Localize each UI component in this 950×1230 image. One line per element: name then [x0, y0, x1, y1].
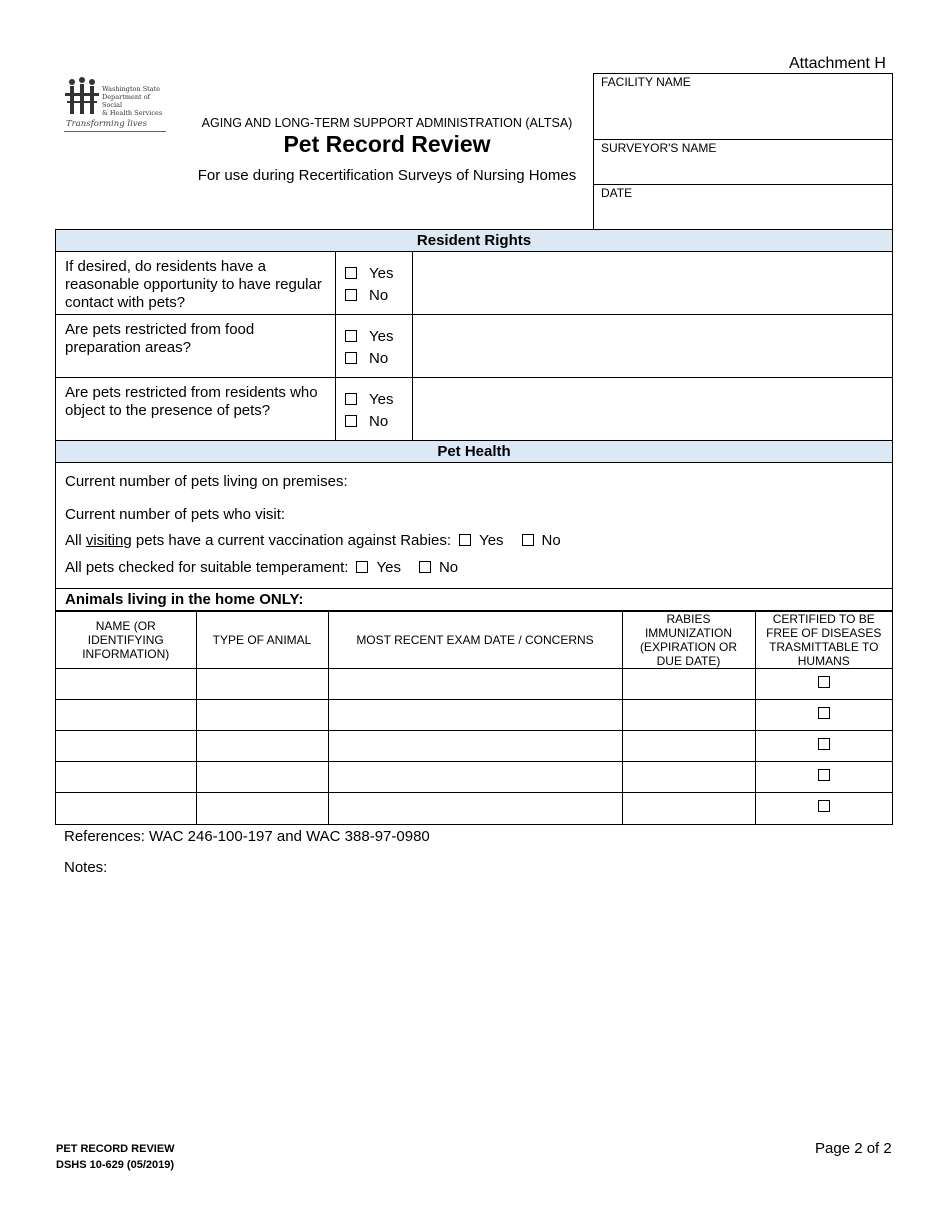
no-checkbox[interactable]	[345, 289, 357, 301]
type-cell[interactable]	[196, 762, 328, 793]
logo-tagline: Transforming lives	[66, 119, 147, 129]
certified-cell	[755, 731, 892, 762]
table-row	[56, 669, 892, 700]
question-options	[336, 252, 413, 314]
facility-name-label: FACILITY NAME	[601, 75, 691, 89]
no-label: No	[438, 559, 459, 576]
certified-checkbox[interactable]	[818, 769, 830, 781]
resident-rights-heading: Resident Rights	[56, 230, 892, 252]
no-checkbox[interactable]	[345, 352, 357, 364]
review-table	[55, 229, 893, 825]
pets-visit-text: Current number of pets who visit:	[65, 506, 286, 523]
references-text: References: WAC 246-100-197 and WAC 388-97-0980	[64, 828, 430, 845]
question-options	[336, 378, 413, 440]
name-cell[interactable]	[56, 731, 196, 762]
table-row	[56, 762, 892, 793]
question-row	[56, 315, 892, 378]
yes-label: Yes	[479, 532, 504, 549]
surveyor-name-field[interactable]	[594, 140, 892, 185]
rabies-yes-checkbox[interactable]	[459, 534, 471, 546]
rabies-cell[interactable]	[622, 700, 755, 731]
question-row	[56, 252, 892, 315]
certified-cell	[755, 669, 892, 700]
rabies-cell[interactable]	[622, 762, 755, 793]
question-notes-field[interactable]	[413, 378, 892, 440]
question-text: Are pets restricted from food preparation areas?	[56, 315, 336, 377]
surveyor-name-label: SURVEYOR'S NAME	[601, 141, 717, 155]
yes-label: Yes	[369, 390, 394, 408]
animals-heading: Animals living in the home ONLY:	[56, 589, 892, 611]
exam-cell[interactable]	[328, 793, 622, 824]
question-text: Are pets restricted from residents who object to the presence of pets?	[56, 378, 336, 440]
name-cell[interactable]	[56, 762, 196, 793]
page-title: Pet Record Review	[283, 131, 491, 157]
facility-info-box	[593, 73, 893, 230]
yes-label: Yes	[376, 559, 401, 576]
rabies-no-checkbox[interactable]	[522, 534, 534, 546]
name-cell[interactable]	[56, 669, 196, 700]
pet-health-section	[56, 463, 892, 589]
yes-checkbox[interactable]	[345, 267, 357, 279]
yes-label: Yes	[369, 264, 394, 282]
column-header: CERTIFIED TO BE FREE OF DISEASES TRASMITTABLE TO HUMANS	[755, 612, 892, 669]
page-subtitle: For use during Recertification Surveys of Nursing Homes	[197, 167, 577, 184]
footer-form-number: DSHS 10-629 (05/2019)	[56, 1159, 175, 1171]
date-field[interactable]	[594, 185, 892, 229]
yes-checkbox[interactable]	[345, 393, 357, 405]
exam-cell[interactable]	[328, 762, 622, 793]
dshs-logo-icon	[64, 77, 100, 117]
question-notes-field[interactable]	[413, 252, 892, 314]
type-cell[interactable]	[196, 731, 328, 762]
no-label: No	[369, 286, 389, 304]
certified-cell	[755, 700, 892, 731]
column-header: MOST RECENT EXAM DATE / CONCERNS	[328, 612, 622, 669]
temperament-yes-checkbox[interactable]	[356, 561, 368, 573]
logo-org-text: Washington State Department of Social & Health Services	[102, 85, 163, 117]
no-label: No	[369, 412, 389, 430]
certified-checkbox[interactable]	[818, 800, 830, 812]
type-cell[interactable]	[196, 700, 328, 731]
column-header: RABIES IMMUNIZATION (EXPIRATION OR DUE DATE)	[622, 612, 755, 669]
certified-checkbox[interactable]	[818, 676, 830, 688]
question-options	[336, 315, 413, 377]
rabies-cell[interactable]	[622, 669, 755, 700]
dshs-logo	[64, 77, 168, 135]
table-header-row	[56, 612, 892, 669]
question-row	[56, 378, 892, 441]
temperament-no-checkbox[interactable]	[419, 561, 431, 573]
column-header: NAME (OR IDENTIFYING INFORMATION)	[56, 612, 196, 669]
page-number: Page 2 of 2	[815, 1140, 892, 1157]
type-cell[interactable]	[196, 669, 328, 700]
certified-cell	[755, 793, 892, 824]
certified-checkbox[interactable]	[818, 707, 830, 719]
pets-living-text: Current number of pets living on premises:	[65, 473, 348, 490]
attachment-label: Attachment H	[789, 55, 886, 72]
exam-cell[interactable]	[328, 731, 622, 762]
date-label: DATE	[601, 186, 633, 200]
exam-cell[interactable]	[328, 669, 622, 700]
yes-label: Yes	[369, 327, 394, 345]
footer-form-title: PET RECORD REVIEW	[56, 1143, 175, 1155]
no-checkbox[interactable]	[345, 415, 357, 427]
pet-health-heading: Pet Health	[56, 441, 892, 463]
rabies-cell[interactable]	[622, 731, 755, 762]
question-text: If desired, do residents have a reasonable opportunity to have regular contact with pets?	[56, 252, 336, 314]
certified-cell	[755, 762, 892, 793]
table-row	[56, 700, 892, 731]
table-row	[56, 793, 892, 824]
yes-checkbox[interactable]	[345, 330, 357, 342]
question-notes-field[interactable]	[413, 315, 892, 377]
exam-cell[interactable]	[328, 700, 622, 731]
temperament-line: All pets checked for suitable temperament: Yes No	[65, 559, 459, 576]
certified-checkbox[interactable]	[818, 738, 830, 750]
no-label: No	[369, 349, 389, 367]
animals-table	[56, 611, 892, 824]
column-header: TYPE OF ANIMAL	[196, 612, 328, 669]
table-row	[56, 731, 892, 762]
no-label: No	[541, 532, 561, 549]
rabies-cell[interactable]	[622, 793, 755, 824]
notes-label: Notes:	[64, 859, 108, 876]
visiting-underlined: visiting	[85, 532, 132, 549]
facility-name-field[interactable]	[594, 74, 892, 140]
type-cell[interactable]	[196, 793, 328, 824]
agency-name: AGING AND LONG-TERM SUPPORT ADMINISTRATION (ALTSA)	[201, 116, 573, 130]
rabies-line: All visiting pets have a current vaccination against Rabies: Yes No	[65, 532, 561, 549]
name-cell[interactable]	[56, 793, 196, 824]
name-cell[interactable]	[56, 700, 196, 731]
